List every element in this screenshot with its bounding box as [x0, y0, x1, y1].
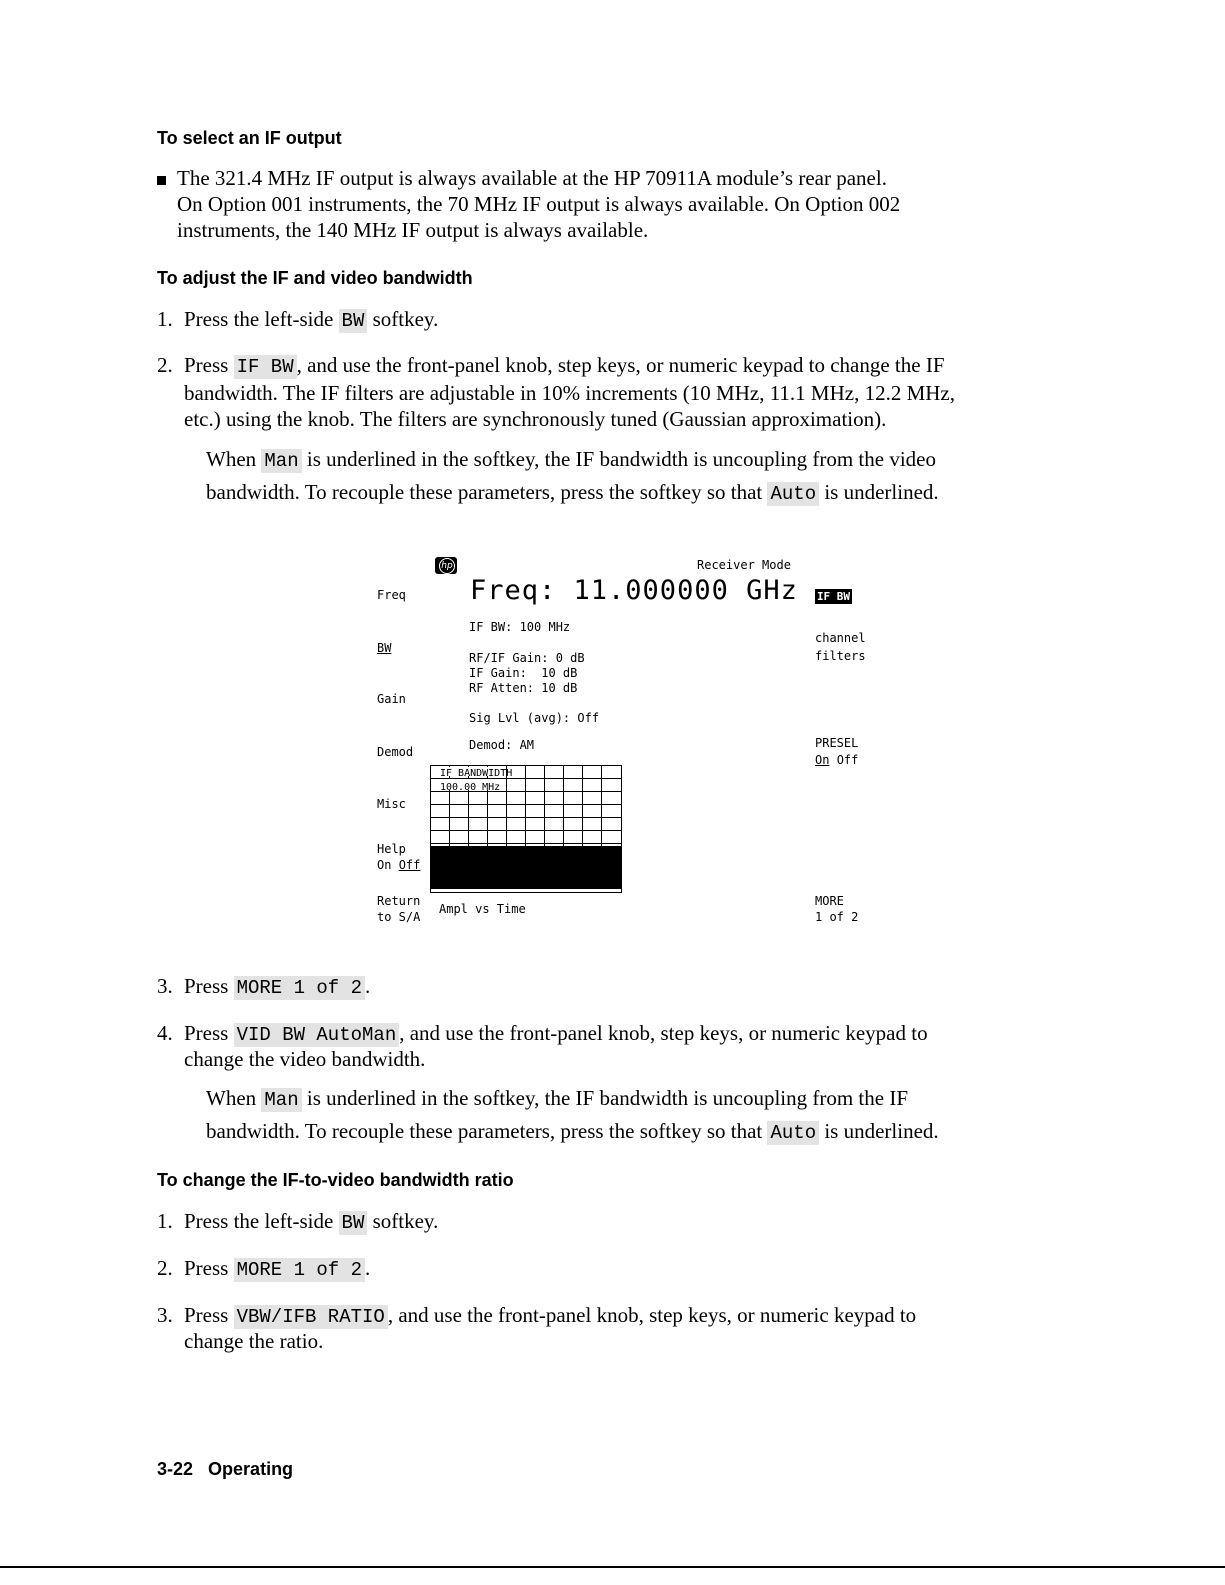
softkey-channel: channel: [815, 631, 866, 645]
paragraph-line: On Option 001 instruments, the 70 MHz IF output is always available. On Option 002: [177, 192, 901, 216]
step-text-pre: Press: [184, 974, 229, 998]
softkey-presel-state: [815, 753, 858, 767]
step-text: [184, 306, 438, 334]
softkey-if-bw: IF BW: [234, 355, 297, 379]
softkey-return-line2: to S/A: [377, 910, 421, 924]
presel-off: Off: [836, 753, 859, 767]
note-pre: When: [206, 1086, 257, 1110]
step-text-post: .: [365, 974, 371, 998]
readout-if-bw: IF BW: 100 MHz: [469, 620, 571, 634]
note-post: is underlined.: [824, 480, 939, 504]
bottom-rule: [0, 1566, 1225, 1568]
step-text-post: , and use the front-panel knob, step keys, or numeric keypad to change the IF: [296, 353, 945, 377]
step-number: 3.: [157, 974, 173, 998]
paragraph-line: The 321.4 MHz IF output is always available at the HP 70911A module’s rear panel.: [177, 166, 887, 190]
paragraph-line: instruments, the 140 MHz IF output is always available.: [177, 218, 649, 242]
step-text-line: change the ratio.: [184, 1329, 324, 1353]
presel-on: On: [815, 753, 830, 767]
note-text: [206, 1118, 939, 1146]
step-text-line: bandwidth. The IF filters are adjustable in 10% increments (10 MHz, 11.1 MHz, 12.2 MHz,: [184, 381, 956, 405]
step-text-pre: Press the left-side: [184, 1209, 334, 1233]
softkey-vbw-ifb-ratio: VBW/IFB RATIO: [234, 1305, 388, 1329]
bullet-marker: [157, 176, 166, 185]
note-post: is underlined in the softkey, the IF bandwidth is uncoupling from the IF: [306, 1086, 909, 1110]
readout-sig-lvl: Sig Lvl (avg): Off: [469, 711, 600, 725]
note-text: [206, 1085, 908, 1113]
step-number: 3.: [157, 1303, 173, 1327]
step-text: [184, 1208, 438, 1236]
step-text-pre: Press: [184, 353, 229, 377]
step-text-post: softkey.: [372, 307, 439, 331]
step-text-post: , and use the front-panel knob, step keys, or numeric keypad to: [399, 1021, 928, 1045]
softkey-filters: filters: [815, 649, 866, 663]
step-text: [184, 973, 370, 1001]
step-text-post: , and use the front-panel knob, step keys, or numeric keypad to: [387, 1303, 917, 1327]
step-number: 1.: [157, 1209, 173, 1233]
softkey-gain: Gain: [377, 692, 406, 706]
softkey-more: MORE: [815, 894, 844, 908]
softkey-more-1-of-2: MORE 1 of 2: [234, 976, 365, 1000]
softkey-presel: PRESEL: [815, 736, 859, 750]
step-number: 2.: [157, 353, 173, 377]
softkey-bw: BW: [377, 641, 392, 655]
note-post: is underlined.: [824, 1119, 939, 1143]
softkey-man: Man: [261, 449, 301, 473]
softkey-if-bw-active: IF BW: [816, 590, 851, 603]
step-text: [184, 1302, 916, 1330]
ampl-vs-time-graph: [430, 765, 623, 895]
softkey-help: Help: [377, 842, 406, 856]
readout-rfif-gain: RF/IF Gain: 0 dB: [469, 651, 585, 665]
softkey-misc: Misc: [377, 797, 406, 811]
step-text-pre: Press: [184, 1303, 229, 1327]
step-text-pre: Press the left-side: [184, 307, 334, 331]
softkey-man: Man: [261, 1088, 301, 1112]
note-text: [206, 479, 939, 507]
heading-adjust-bandwidth: To adjust the IF and video bandwidth: [157, 268, 473, 288]
frequency-display: Freq: 11.000000 GHz: [470, 575, 798, 606]
page-footer: [157, 1459, 293, 1480]
softkey-vid-bw-automan: VID BW AutoMan: [234, 1023, 400, 1047]
softkey-bw: BW: [339, 1211, 368, 1235]
note-pre: bandwidth. To recouple these parameters, press the softkey so that: [206, 1119, 763, 1143]
help-on: On: [377, 858, 392, 872]
readout-demod: Demod: AM: [469, 738, 535, 752]
note-pre: When: [206, 447, 257, 471]
readout-if-gain: IF Gain: 10 dB: [469, 666, 578, 680]
heading-bandwidth-ratio: To change the IF-to-video bandwidth ratio: [157, 1170, 514, 1190]
step-text-line: change the video bandwidth.: [184, 1047, 426, 1071]
receiver-mode-label: Receiver Mode: [697, 558, 791, 572]
page-number: 3-22: [157, 1459, 194, 1479]
step-text-post: softkey.: [372, 1209, 439, 1233]
softkey-freq: Freq: [377, 588, 406, 602]
step-text-pre: Press: [184, 1021, 229, 1045]
step-text-pre: Press: [184, 1256, 229, 1280]
step-text: [184, 1255, 370, 1283]
graph-label-bw-value: 100.00 MHz: [440, 782, 501, 793]
step-number: 2.: [157, 1256, 173, 1280]
step-text: [184, 352, 945, 380]
signal-trace: [430, 846, 622, 889]
softkey-help-state: [377, 858, 420, 872]
step-number: 4.: [157, 1021, 173, 1045]
softkey-auto: Auto: [767, 482, 819, 506]
graph-caption: Ampl vs Time: [439, 902, 526, 916]
note-pre: bandwidth. To recouple these parameters, press the softkey so that: [206, 480, 763, 504]
softkey-more-page: 1 of 2: [815, 910, 859, 924]
readout-rf-atten: RF Atten: 10 dB: [469, 681, 578, 695]
step-text-post: .: [365, 1256, 371, 1280]
chapter-name: Operating: [208, 1459, 294, 1479]
step-number: 1.: [157, 307, 173, 331]
softkey-auto: Auto: [767, 1121, 819, 1145]
graph-label-if-bandwidth: IF BANDWIDTH: [440, 768, 513, 779]
step-text: [184, 1020, 928, 1048]
help-off: Off: [398, 858, 421, 872]
hp-logo: hp: [435, 557, 457, 574]
softkey-return: Return: [377, 894, 421, 908]
softkey-more-1-of-2: MORE 1 of 2: [234, 1258, 365, 1282]
softkey-demod: Demod: [377, 745, 414, 759]
step-text-line: etc.) using the knob. The filters are synchronously tuned (Gaussian approximation).: [184, 407, 887, 431]
note-post: is underlined in the softkey, the IF bandwidth is uncoupling from the video: [306, 447, 936, 471]
softkey-bw: BW: [339, 309, 368, 333]
heading-if-output: To select an IF output: [157, 128, 342, 148]
note-text: [206, 446, 936, 474]
